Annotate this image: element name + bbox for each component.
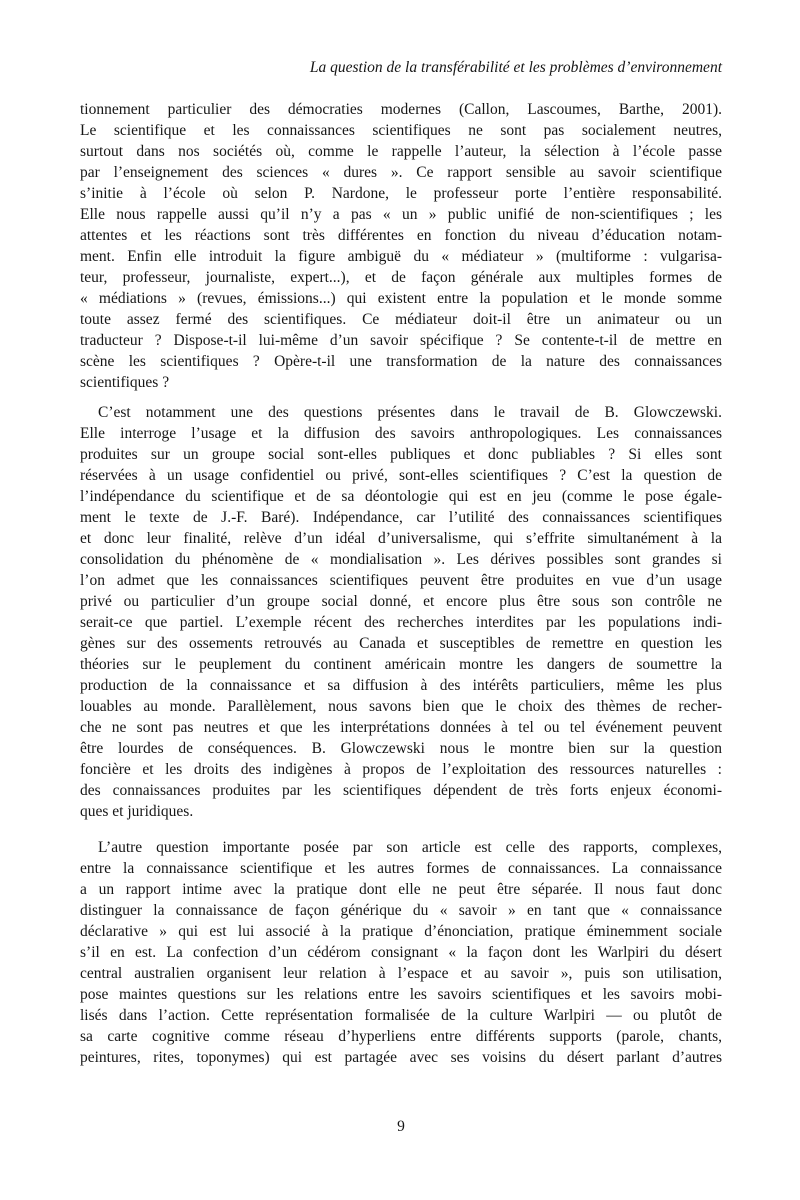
text-line: s’il en est. La confection d’un cédérom consignant « la façon dont les Warlpiri du désert	[80, 944, 722, 961]
text-line: lisés dans l’action. Cette représentation formalisée de la culture Warlpiri — ou plutôt de	[80, 1007, 722, 1024]
text-line: être lourdes de conséquences. B. Glowczewski nous le montre bien sur la question	[80, 740, 722, 757]
text-line: Elle interroge l’usage et la diffusion des savoirs anthropologiques. Les connaissances	[80, 425, 722, 442]
text-line: che ne sont pas neutres et que les interprétations données à tel ou tel événement peuvent	[80, 719, 722, 736]
text-line: ques et juridiques.	[80, 803, 194, 820]
text-line: foncière et les droits des indigènes à propos de l’exploitation des ressources naturelles :	[80, 761, 722, 778]
text-line: par l’enseignement des sciences « dures ». Ce rapport sensible au savoir scientifique	[80, 164, 722, 181]
text-line: scientifiques ?	[80, 374, 170, 391]
text-line: L’autre question importante posée par son article est celle des rapports, complexes,	[98, 839, 722, 856]
text-line: pose maintes questions sur les relations entre les savoirs scientifiques et les savoirs mobi-	[80, 986, 722, 1003]
text-line: C’est notamment une des questions présentes dans le travail de B. Glowczewski.	[98, 404, 722, 421]
page-body	[80, 99, 722, 1068]
text-line: produites sur un groupe social sont-elles publiques et donc publiables ? Si elles sont	[80, 446, 722, 463]
text-line: central australien organisent leur relation à l’espace et au savoir », puis son utilisation,	[80, 965, 722, 982]
text-line: réservées à un usage confidentiel ou privé, sont-elles scientifiques ? C’est la question de	[80, 467, 722, 484]
text-line: ment. Enfin elle introduit la figure ambiguë du « médiateur » (multiforme : vulgarisa-	[80, 248, 722, 265]
text-line: Le scientifique et les connaissances scientifiques ne sont pas socialement neutres,	[80, 122, 722, 139]
page-number: 9	[397, 1118, 405, 1135]
text-line: « médiations » (revues, émissions...) qui existent entre la population et le monde somme	[80, 290, 722, 307]
text-line: a un rapport intime avec la pratique dont elle ne peut être séparée. Il nous faut donc	[80, 881, 722, 898]
text-line: production de la connaissance et sa diffusion à des intérêts particuliers, même les plus	[80, 677, 722, 694]
text-line: serait-ce que partiel. L’exemple récent des recherches interdites par les populations indi-	[80, 614, 722, 631]
text-line: tionnement particulier des démocraties modernes (Callon, Lascoumes, Barthe, 2001).	[80, 101, 722, 118]
paragraph	[80, 402, 722, 822]
text-line: peintures, rites, toponymes) qui est partagée avec ses voisins du désert parlant d’autres	[80, 1049, 722, 1066]
paragraph	[80, 99, 722, 393]
text-line: attentes et les réactions sont très différentes en fonction du niveau d’éducation notam-	[80, 227, 722, 244]
text-line: ment le texte de J.-F. Baré). Indépendance, car l’utilité des connaissances scientifiques	[80, 509, 722, 526]
text-line: teur, professeur, journaliste, expert...), et de façon générale aux multiples formes de	[80, 269, 722, 286]
running-header: La question de la transférabilité et les problèmes d’environnement	[309, 59, 722, 76]
text-line: Elle nous rappelle aussi qu’il n’y a pas « un » public unifié de non-scientifiques ; les	[80, 206, 722, 223]
text-line: l’indépendance du scientifique et de sa déontologie qui est en jeu (comme le pose égale-	[80, 488, 722, 505]
text-line: traducteur ? Dispose-t-il lui-même d’un savoir spécifique ? Se contente-t-il de mettre en	[80, 332, 722, 349]
text-line: gènes sur des ossements retrouvés au Canada et susceptibles de remettre en question les	[80, 635, 722, 652]
text-line: louables au monde. Parallèlement, nous savons bien que le choix des thèmes de recher-	[80, 698, 722, 715]
text-line: surtout dans nos sociétés où, comme le rappelle l’auteur, la sélection à l’école passe	[80, 143, 722, 160]
text-line: toute assez fermé des scientifiques. Ce médiateur doit-il être un animateur ou un	[80, 311, 722, 328]
text-line: théories sur le peuplement du continent américain montre les dangers de soumettre la	[80, 656, 722, 673]
text-line: l’on admet que les connaissances scientifiques peuvent être produites en vue d’un usage	[80, 572, 722, 589]
text-line: scène les scientifiques ? Opère-t-il une transformation de la nature des connaissances	[80, 353, 722, 370]
text-line: sa carte cognitive comme réseau d’hyperliens entre différents supports (parole, chants,	[80, 1028, 722, 1045]
text-line: entre la connaissance scientifique et les autres formes de connaissances. La connaissance	[80, 860, 722, 877]
text-line: et donc leur finalité, relève d’un idéal d’universalisme, qui s’effrite simultanément à la	[80, 530, 722, 547]
text-line: des connaissances produites par les scientifiques dépendent de très forts enjeux économi-	[80, 782, 722, 799]
text-line: s’initie à l’école où selon P. Nardone, le professeur porte l’entière responsabilité.	[80, 185, 722, 202]
text-line: privé ou particulier d’un groupe social donné, et encore plus être sous son contrôle ne	[80, 593, 722, 610]
text-line: distinguer la connaissance de façon générique du « savoir » en tant que « connaissance	[80, 902, 722, 919]
text-line: consolidation du phénomène de « mondialisation ». Les dérives possibles sont grandes si	[80, 551, 722, 568]
paragraph	[80, 837, 722, 1068]
text-line: déclarative » qui est lui associé à la pratique d’énonciation, pratique éminemment sociale	[80, 923, 722, 940]
